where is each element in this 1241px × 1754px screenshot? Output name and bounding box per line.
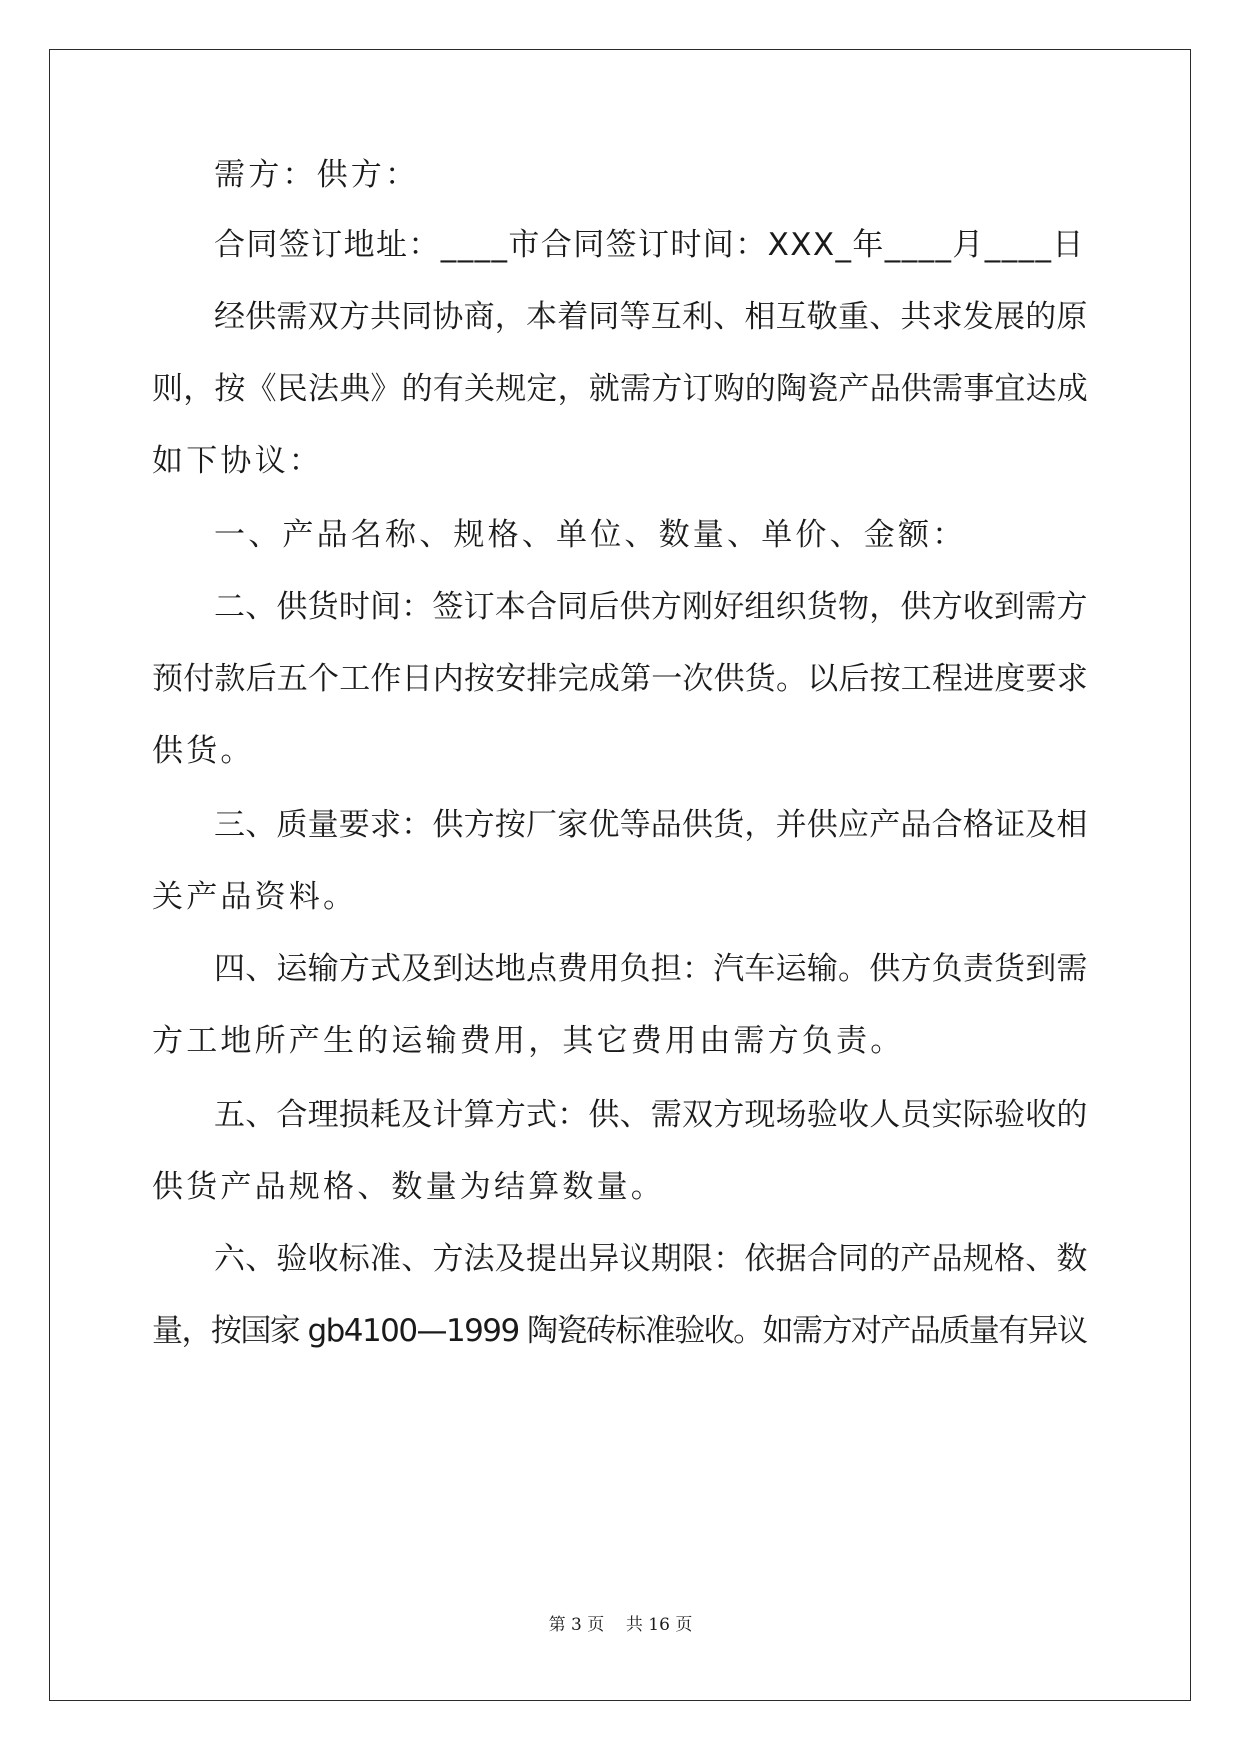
text-line: 方工地所产生的运输费用，其它费用由需方负责。	[152, 1023, 905, 1059]
text-line: 四、运输方式及到达地点费用负担：汽车运输。供方负责货到需	[214, 951, 1088, 987]
text-line: 需方：供方：	[214, 157, 420, 193]
text-line: 二、供货时间：签订本合同后供方刚好组织货物，供方收到需方	[214, 589, 1088, 625]
text-line: 关产品资料。	[152, 879, 358, 915]
text-line: 经供需双方共同协商，本着同等互利、相互敬重、共求发展的原	[214, 299, 1088, 335]
text-line: 量，按国家 gb4100—1999 陶瓷砖标准验收。如需方对产品质量有异议	[152, 1313, 1087, 1349]
text-line: 六、验收标准、方法及提出异议期限：依据合同的产品规格、数	[214, 1241, 1088, 1277]
text-line: 预付款后五个工作日内按安排完成第一次供货。以后按工程进度要求	[152, 661, 1088, 697]
text-line: 合同签订地址：____市合同签订时间：XXX_年____月____日	[214, 227, 1085, 263]
text-line: 三、质量要求：供方按厂家优等品供货，并供应产品合格证及相	[214, 807, 1088, 843]
text-line: 如下协议：	[152, 443, 323, 479]
page-footer: 第 3 页 共 16 页	[548, 1615, 693, 1635]
text-line: 五、合理损耗及计算方式：供、需双方现场验收人员实际验收的	[214, 1097, 1088, 1133]
text-line: 则，按《民法典》的有关规定，就需方订购的陶瓷产品供需事宜达成	[152, 371, 1088, 407]
text-line: 供货产品规格、数量为结算数量。	[152, 1169, 665, 1205]
text-line: 供货。	[152, 733, 255, 769]
text-line: 一、产品名称、规格、单位、数量、单价、金额：	[214, 517, 967, 553]
